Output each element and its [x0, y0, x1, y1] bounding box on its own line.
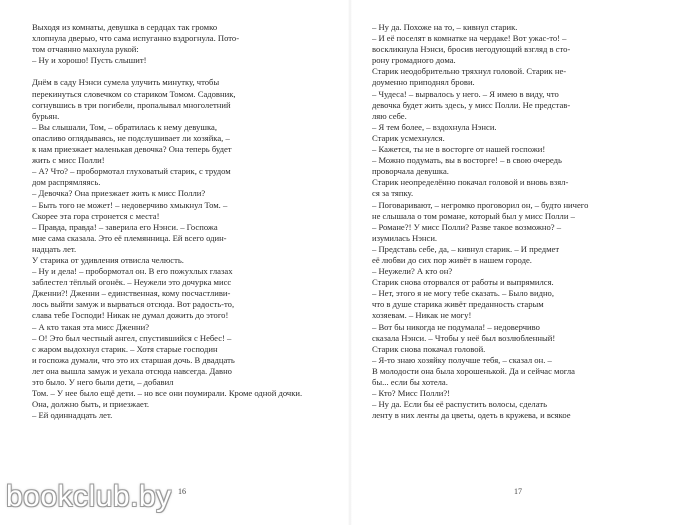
text-line: ся за тяпку. — [372, 188, 414, 199]
text-line: лось выйти замуж и вырваться отсюда. Вот радость-то, — [32, 299, 235, 310]
text-line: не слышала о том романе, который был у мисс Полли – — [372, 210, 575, 221]
text-line: – Романе?! У мисс Полли? Разве такое возможно? – — [372, 221, 562, 232]
text-line: – Ну да. Похоже на то, – кивнул старик. — [372, 22, 518, 32]
text-line: Скорее эта гора стронется с места! — [32, 210, 160, 221]
text-line: лет она вышла замуж и уехала отсюда навсегда. Давно — [32, 365, 232, 376]
text-line: – О! Это был честный ангел, спустившийся с Небес! – — [32, 332, 232, 343]
text-line: мне сама сказала. Это её племянница. Ей всего один- — [32, 232, 227, 243]
watermark-logo: bookclub.by — [6, 480, 172, 513]
text-line: – И её поселят в комнатке на чердаке! Вот ужас-то! – — [372, 33, 567, 44]
text-line: – Ну и дела! – пробормотал он. В его пожухлых глазах — [32, 266, 233, 277]
text-line: – А? Что? – пробормотал глуховатый старик, с трудом — [32, 166, 231, 177]
text-line — [32, 66, 332, 77]
text-line: девочка будет жить здесь, у мисс Полли. Не представ- — [372, 99, 571, 110]
text-line: слава тебе Господи! Никак не думал дожить до этого! — [32, 310, 229, 321]
text-line: – Неужели? А кто он? — [372, 266, 453, 277]
text-line: к нам приезжает маленькая девочка? Она теперь будет — [32, 144, 232, 155]
text-line: – Я тем более, – вздохнула Нэнси. — [372, 121, 497, 132]
text-line: В молодости она была хорошенькой. Да и сейчас могла — [372, 365, 575, 376]
text-line: ленту в них ленты да цветы, одеть в кружева, и всякое — [372, 410, 571, 421]
left-page-text — [32, 22, 332, 421]
text-line: – Быть того не может! – недоверчиво хмыкнул Том. – — [32, 199, 228, 210]
text-line: – Можно подумать, вы в восторге! – в свою очередь — [372, 155, 562, 166]
text-line: Старик усмехнулся. — [372, 132, 445, 143]
text-line: доуменно приподнял брови. — [372, 77, 475, 88]
text-line: опасливо оглядываясь, не подслушивает ли хозяйка, – — [32, 132, 230, 143]
text-line: – Представь себе, да, – кивнул старик. – И предмет — [372, 243, 560, 254]
book-gutter — [348, 0, 352, 525]
text-line: что в душе старика живёт преданность старым — [372, 299, 544, 310]
text-line: дом распрямляясь. — [32, 177, 101, 188]
text-line: надцать лет. — [32, 243, 77, 254]
text-line: Дженни?! Дженни – единственная, кому посчастливи- — [32, 288, 231, 299]
text-line: – Чудеса! – вырвалось у него. – Я имею в виду, что — [372, 88, 559, 99]
text-line: рону громадного дома. — [372, 55, 456, 66]
text-line: согнувшись в три погибели, пропалывал многолетний — [32, 99, 231, 110]
text-line: – Ей одиннадцать лет. — [32, 410, 113, 421]
right-page-number: 17 — [514, 487, 522, 496]
text-line: Старик снова покачал головой. — [372, 343, 486, 354]
right-page — [372, 22, 677, 421]
text-line: – Вы слышали, Том, – обратилась к нему девушка, — [32, 121, 217, 132]
left-page-number: 16 — [178, 487, 186, 496]
text-line: хлопнула дверью, что сама испуганно вздрогнула. Пото- — [32, 33, 240, 44]
left-page — [32, 22, 332, 421]
text-line: заблестел тёплый огонёк. – Неужели это дочурка мисс — [32, 277, 232, 288]
text-line: – Поговаривают, – негромко проговорил он, – будто ничего — [372, 199, 589, 210]
text-line: – Я-то знаю хозяйку получше тебя, – сказал он. – — [372, 354, 552, 365]
right-page-text — [372, 22, 677, 421]
text-line: – Девочка? Она приезжает жить к мисс Полли? — [32, 188, 206, 199]
text-line: – Кто? Мисс Полли?! — [372, 388, 451, 399]
text-line: жить с мисс Полли! — [32, 155, 105, 166]
text-line: – Ну и хорошо! Пусть слышит! — [32, 55, 147, 66]
text-line: – Нет, этого я не могу тебе сказать. – Было видно, — [372, 288, 555, 299]
text-line: – Правда, правда! – заверила его Нэнси. – Госпожа — [32, 221, 218, 232]
text-line: изумилась Нэнси. — [372, 232, 438, 243]
text-line: Она, должно быть, и приезжает. — [32, 399, 150, 410]
text-line: проворчала девушка. — [372, 166, 449, 177]
text-line: У старика от удивления отвисла челюсть. — [32, 254, 184, 265]
text-line: Старик неодобрительно тряхнул головой. Старик не- — [372, 66, 567, 77]
text-line: это было. У него были дети, – добавил — [32, 377, 174, 387]
text-line: с жаром выдохнул старик. – Хотя старые господин — [32, 343, 218, 354]
text-line: том отчаянно махнула рукой: — [32, 44, 139, 55]
text-line: бурьян. — [32, 110, 60, 121]
text-line: перекинуться словечком со стариком Томом. Садовник, — [32, 88, 236, 99]
text-line: – Ну да. Если бы её распустить волосы, сделать — [372, 399, 547, 410]
text-line: Старик снова оторвался от работы и выпрямился. — [372, 277, 554, 288]
text-line: бы... если бы хотела. — [372, 377, 448, 387]
text-line: ляю себе. — [372, 110, 407, 121]
text-line: Том. – У нее было ещё дети. – но все они поумирали. Кроме одной дочки. — [32, 388, 303, 399]
text-line: Выходя из комнаты, девушка в сердцах так громко — [32, 22, 218, 32]
text-line: хозяевам. – Никак не могу! — [372, 310, 472, 321]
text-line: – Кажется, ты не в восторге от нашей госпожи! — [372, 144, 546, 155]
text-line: – А кто такая эта мисс Дженни? — [32, 321, 150, 332]
text-line: сказала Нэнси. – Чтобы у неё был возлюбленный! — [372, 332, 556, 343]
text-line: и госпожа думали, что это их старшая дочь. В двадцать — [32, 354, 235, 365]
text-line: Днём в саду Нэнси сумела улучить минутку, чтобы — [32, 77, 220, 88]
text-line: – Вот бы никогда не подумала! – недоверчиво — [372, 321, 540, 332]
text-line: Старик неопределённо покачал головой и вновь взял- — [372, 177, 569, 188]
text-line: её любви до сих пор живёт в нашем городе. — [372, 254, 532, 265]
text-line: воскликнула Нэнси, бросив негодующий взгляд в сто- — [372, 44, 571, 55]
